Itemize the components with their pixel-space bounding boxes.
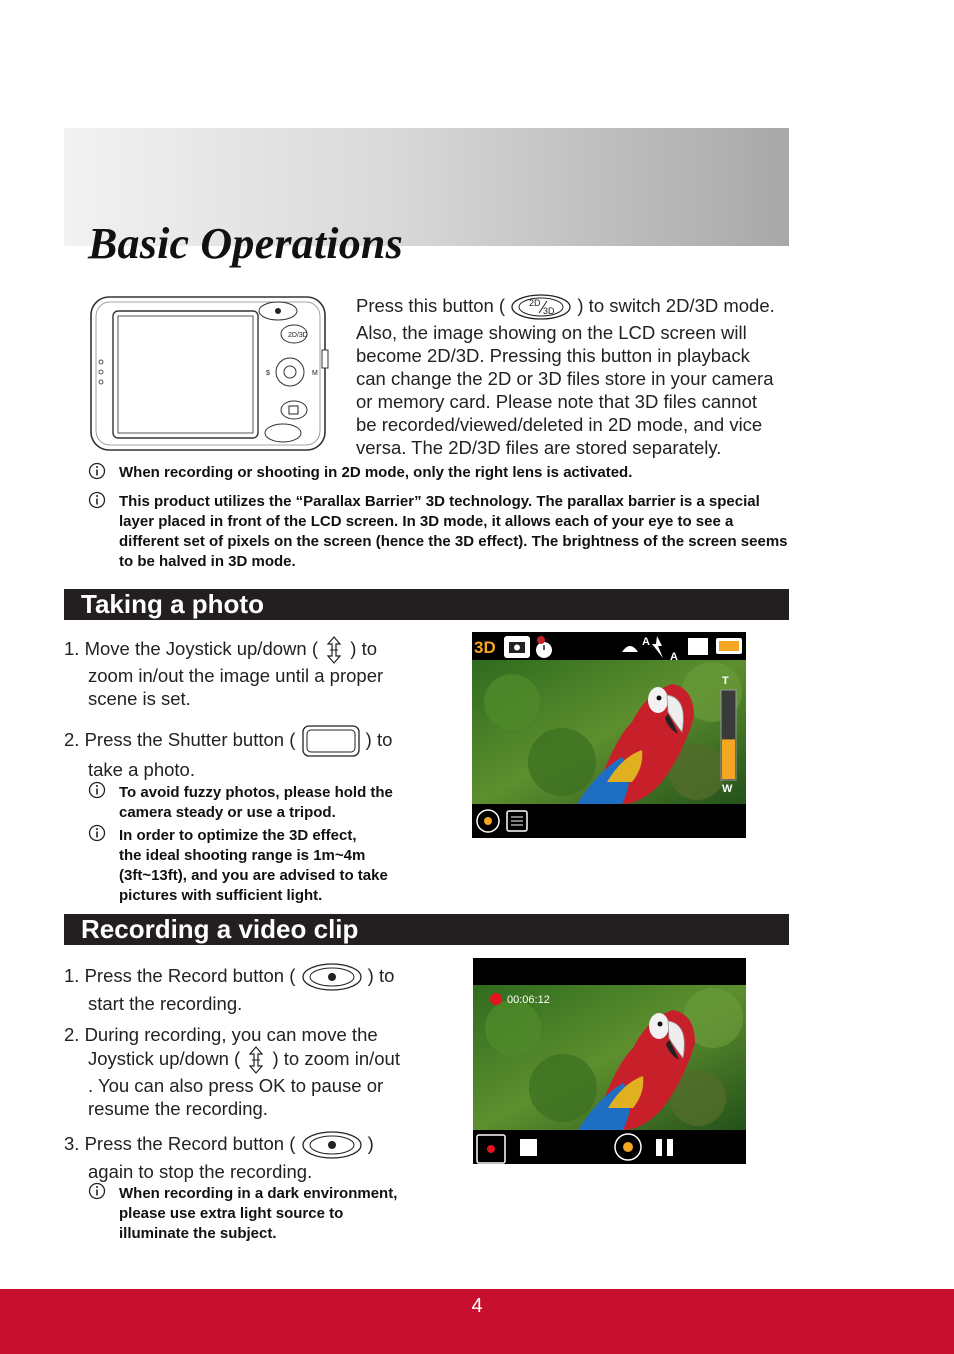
video-step-1: [64, 962, 464, 1015]
note-line: To avoid fuzzy photos, please hold the: [119, 784, 393, 801]
pause-icon: [656, 1139, 662, 1156]
note-line: pictures with sufficient light.: [119, 887, 323, 904]
parrot-photo: [472, 632, 746, 838]
intro-first-line: [356, 293, 796, 321]
section-heading-photo: Taking a photo: [64, 589, 789, 620]
page-title: Basic Operations: [88, 219, 403, 268]
note-line: illuminate the subject.: [119, 1225, 277, 1242]
step-text: Joystick up/down (: [88, 1047, 241, 1069]
intro-paragraph: [356, 293, 796, 459]
shutter-button-icon: [301, 724, 361, 758]
step-text: take a photo.: [88, 759, 195, 780]
zoom-tele-label: T: [722, 675, 729, 687]
svg-text:A: A: [642, 636, 650, 648]
step-text: scene is set.: [88, 688, 191, 709]
note-dark-environment: [119, 1184, 449, 1244]
zoom-wide-label: W: [722, 783, 733, 795]
step-text: resume the recording.: [88, 1098, 268, 1119]
step-text: 3. Press the Record button (: [64, 1132, 296, 1154]
note-line: camera steady or use a tripod.: [119, 804, 336, 821]
2d-3d-button-icon: [510, 293, 572, 321]
step-text: ) to: [367, 964, 395, 986]
intro-text-after: ) to switch 2D/3D mode.: [577, 294, 775, 316]
photo-step-2: [64, 724, 464, 781]
intro-text-before: Press this button (: [356, 294, 506, 316]
intro-line: be recorded/viewed/deleted in 2D mode, and vice: [356, 414, 763, 435]
info-icon: [88, 1182, 106, 1200]
joystick-up-down-icon: [323, 636, 345, 664]
parrot-video-frame: [473, 958, 746, 1164]
camera-back-icon: [88, 294, 330, 454]
info-icon: [88, 824, 106, 842]
intro-line: or memory card. Please note that 3D files cannot: [356, 391, 758, 412]
info-icon: [88, 462, 106, 480]
video-step-2: [64, 1023, 464, 1120]
section-heading-video: Recording a video clip: [64, 914, 789, 945]
note-line: When recording in a dark environment,: [119, 1185, 398, 1202]
note-line: In order to optimize the 3D effect,: [119, 827, 357, 844]
step-text: ): [367, 1132, 374, 1154]
mode-3d-label: 3D: [474, 638, 496, 657]
svg-text:3D: 3D: [543, 306, 555, 316]
step-text: ) to: [365, 728, 393, 750]
step-text: again to stop the recording.: [88, 1161, 313, 1182]
recording-indicator-icon: [490, 993, 502, 1005]
video-steps: [64, 962, 464, 1183]
note-2d-lens: When recording or shooting in 2D mode, only the right lens is activated.: [119, 464, 633, 481]
intro-line: Also, the image showing on the LCD screen will: [356, 322, 747, 343]
note-line: (3ft~13ft), and you are advised to take: [119, 867, 388, 884]
video-step-2-line: [64, 1046, 464, 1074]
record-button-icon: [301, 962, 363, 992]
step-text: 1. Move the Joystick up/down (: [64, 637, 318, 659]
joystick-up-down-icon: [245, 1046, 267, 1074]
note-line: please use extra light source to: [119, 1205, 344, 1222]
photo-mode-screen: [472, 632, 746, 838]
info-icon: [88, 491, 106, 509]
photo-step-1: [64, 636, 464, 710]
page-footer: [0, 1289, 954, 1354]
note-line: the ideal shooting range is 1m~4m: [119, 847, 366, 864]
step-text: 2. During recording, you can move the: [64, 1024, 378, 1045]
stop-icon: [520, 1139, 537, 1156]
zoom-level-fill: [722, 739, 735, 779]
step-text: start the recording.: [88, 993, 243, 1014]
video-mode-screen: [473, 958, 746, 1164]
page-number: 4: [471, 1295, 483, 1317]
intro-line: versa. The 2D/3D files are stored separately.: [356, 437, 722, 458]
info-icon: [88, 781, 106, 799]
svg-text:2D/3D: 2D/3D: [288, 332, 308, 339]
step-text: 2. Press the Shutter button (: [64, 728, 296, 750]
step-text: . You can also press OK to pause or: [88, 1075, 384, 1096]
svg-text:$: $: [266, 370, 270, 377]
note-fuzzy-photos: [119, 783, 449, 823]
record-button-icon: [301, 1130, 363, 1160]
svg-text:A: A: [670, 651, 678, 663]
intro-line: become 2D/3D. Pressing this button in playback: [356, 345, 750, 366]
step-text: ) to: [350, 637, 377, 659]
svg-text:M: M: [312, 370, 318, 377]
svg-text:2D: 2D: [529, 298, 541, 308]
video-step-3: [64, 1130, 464, 1183]
intro-line: can change the 2D or 3D files store in your camera: [356, 368, 774, 389]
note-3d-range: [119, 826, 449, 906]
recording-timer: 00:06:12: [507, 994, 550, 1006]
photo-steps: [64, 636, 464, 781]
step-text: 1. Press the Record button (: [64, 964, 296, 986]
note-parallax-barrier: This product utilizes the “Parallax Barrier” 3D technology. The parallax barrier is a special layer placed in front of the LCD screen. In 3D mode, it allows each of your eye to see a different set of pixels on the screen (hence the 3D effect). The brightness of the screen seems to be halved in 3D mode.: [119, 493, 788, 570]
step-text: ) to zoom in/out: [272, 1047, 400, 1069]
step-text: zoom in/out the image until a proper: [88, 665, 384, 686]
